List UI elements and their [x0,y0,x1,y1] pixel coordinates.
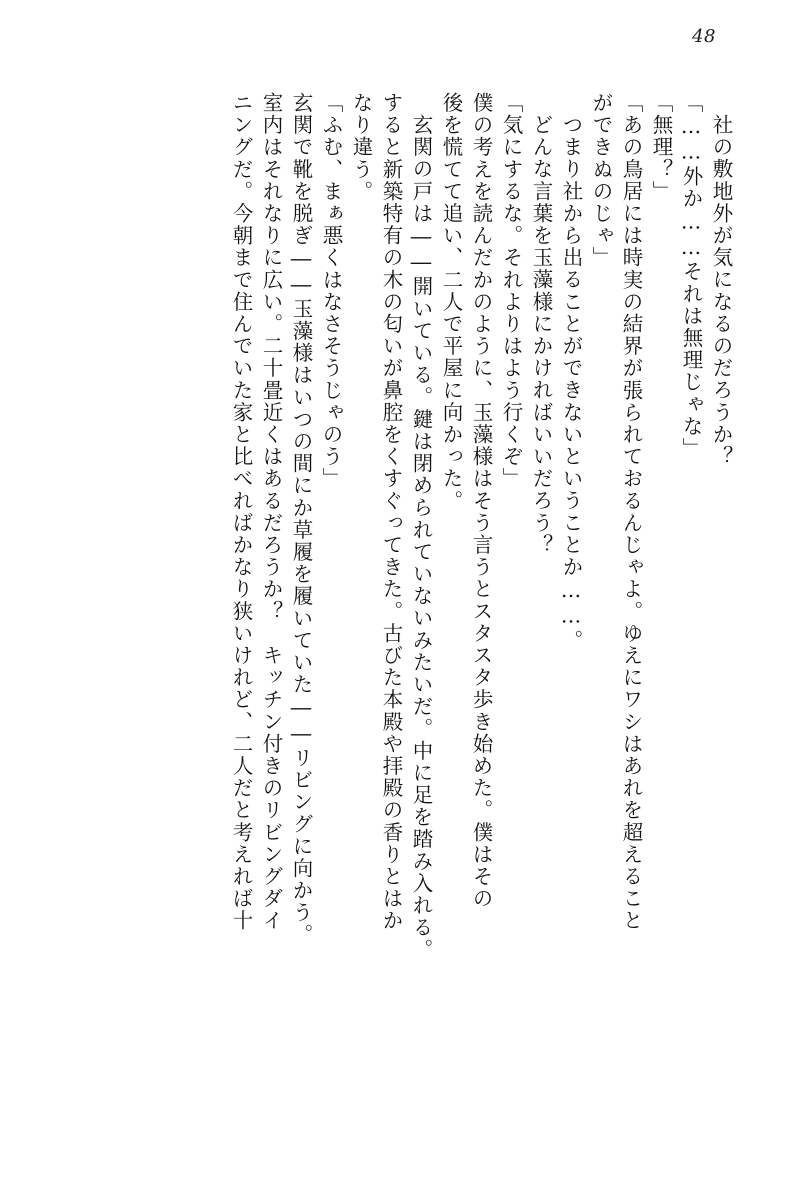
text-line: どんな言葉を玉藻様にかければいいだろう？ [529,114,553,556]
text-line: 「気にするな。それよりはよう行くぞ」 [499,92,523,490]
text-line: 玄関の戸は――開いている。鍵は閉められていないみたいだ。中に足を踏み入れる。 [409,114,433,961]
text-line: 「無理？」 [649,92,673,203]
text-line: ができぬのじゃ」 [589,92,613,269]
page-number: 48 [692,26,716,47]
text-line: 室内はそれなりに広い。二十畳近くはあるだろうか？ キッチン付きのリビングダイ [259,92,283,932]
text-line: すると新築特有の木の匂いが鼻腔をくすぐってきた。古びた本殿や拝殿の香りとはか [379,92,403,932]
text-line: 僕の考えを読んだかのように、玉藻様はそう言うとスタスタ歩き始めた。僕はその [469,92,493,910]
text-line: つまり社から出ることができないということか……。 [559,114,583,652]
text-line: 玄関で靴を脱ぎ――玉藻様はいつの間にか草履を履いていた――リビングに向かう。 [289,92,313,946]
text-line: なり違う。 [349,92,373,203]
text-line: 「ふむ、まぁ悪くはなさそうじゃのう」 [319,92,343,490]
text-line: 「あの鳥居には時実の結界が張られておるんじゃよ。ゆえにワシはあれを超えること [619,92,643,932]
text-line: 後を慌てて追い、二人で平屋に向かった。 [439,92,463,512]
text-line: 「……外か……それは無理じゃな」 [679,92,703,460]
text-line: 社の敷地外が気になるのだろうか？ [709,114,733,468]
vertical-text-block [56,92,736,1152]
text-line: ニングだ。今朝まで住んでいた家と比べればかなり狭いけれど、二人だと考えれば十 [229,92,253,932]
